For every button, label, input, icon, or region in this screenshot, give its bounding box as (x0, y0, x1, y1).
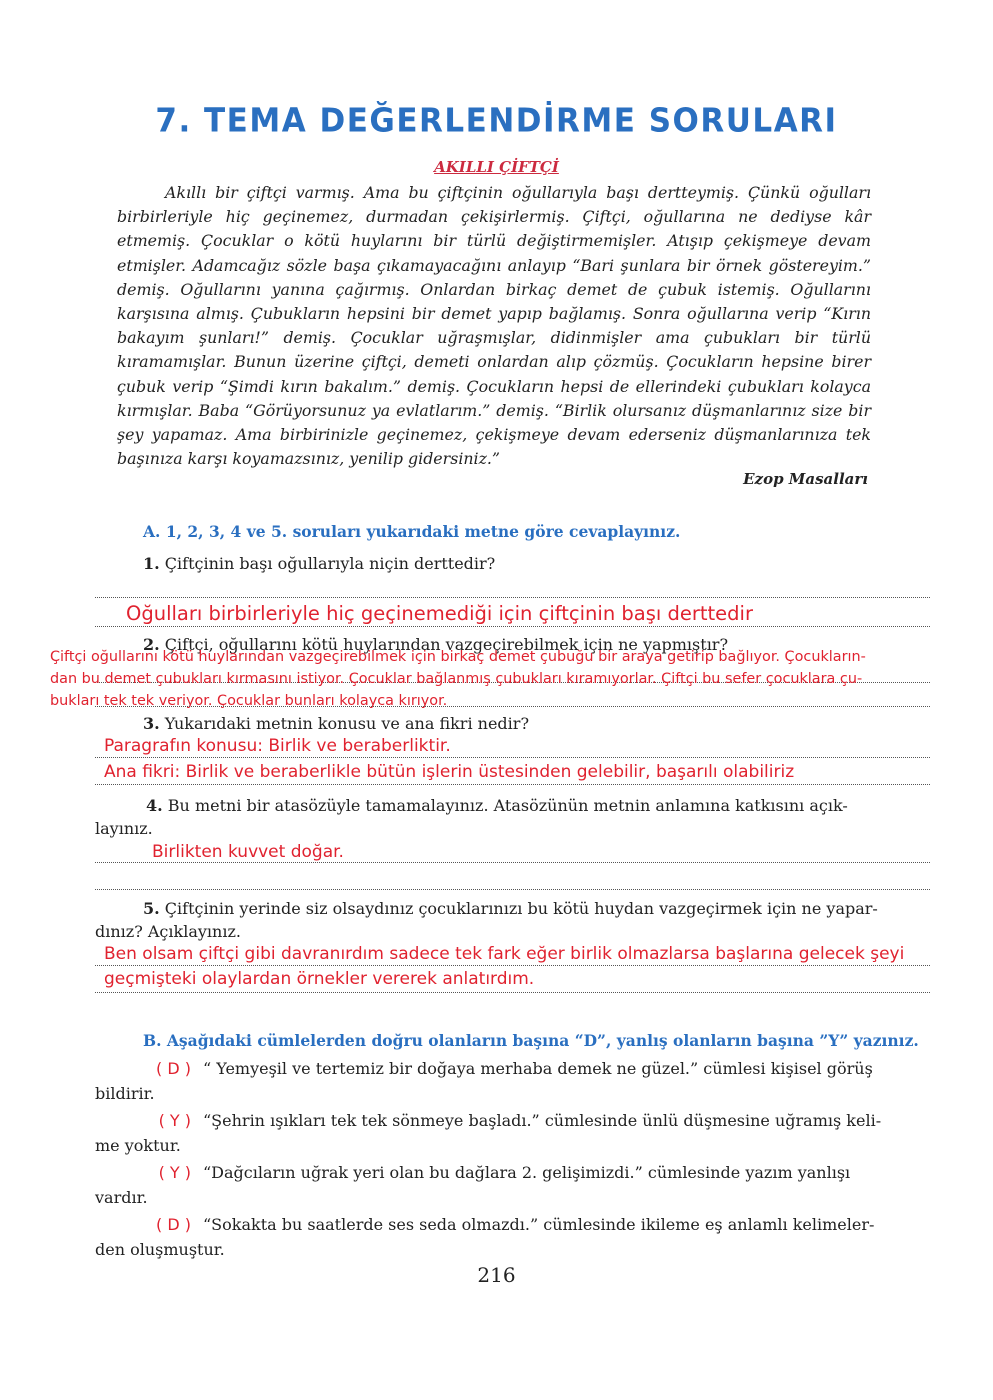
answer-4: Birlikten kuvvet doğar. (152, 842, 344, 862)
question-1-number: 1. (143, 554, 160, 573)
statement-1-text: “ Yemyeşil ve tertemiz bir doğaya merhaba demek ne güzel.” cümlesi kişisel görüş (203, 1059, 873, 1078)
answer-3-line-1: Paragrafın konusu: Birlik ve beraberliktir. (104, 736, 451, 756)
story-text (117, 181, 871, 471)
question-5-number: 5. (143, 899, 160, 918)
question-3-number: 3. (143, 714, 160, 733)
answer-2-line-1: Çiftçi oğullarını kötü huylarından vazgeçirebilmek için birkaç demet çubuğu bir araya getirip bağlıyor. Çocukların- (50, 649, 866, 665)
statement-2-text: “Şehrin ışıkları tek tek sönmeye başladı.” cümlesinde ünlü düşmesine uğramış keli- (203, 1111, 882, 1130)
question-5-text: Çiftçinin yerinde siz olsaydınız çocuklarınızı bu kötü huydan vazgeçirmek için ne yapar- (164, 899, 878, 918)
statement-2-mark: ( Y ) (158, 1111, 191, 1130)
statement-3-mark: ( Y ) (158, 1163, 191, 1182)
question-5-continued: dınız? Açıklayınız. (95, 922, 241, 941)
question-3-text: Yukarıdaki metnin konusu ve ana fikri nedir? (164, 714, 530, 733)
section-a-heading: A. 1, 2, 3, 4 ve 5. soruları yukarıdaki metne göre cevaplayınız. (143, 522, 681, 541)
statement-3-text: “Dağcıların uğrak yeri olan bu dağlara 2. gelişimizdi.” cümlesinde yazım yanlışı (203, 1163, 851, 1182)
answer-3-line-2: Ana fikri: Birlik ve beraberlikle bütün işlerin üstesinden gelebilir, başarılı olabiliriz (104, 762, 795, 782)
section-b-heading: B. Aşağıdaki cümlelerden doğru olanların başına “D”, yanlış olanların başına ”Y” yazınız. (143, 1031, 919, 1050)
statement-3-continued: vardır. (95, 1188, 148, 1207)
story-paragraph: Akıllı bir çiftçi varmış. Ama bu çiftçinin oğullarıyla başı dertteymiş. Çünkü oğulları birbirleriyle hiç geçinemez, durmadan çekişirlermiş. Çiftçi, oğullarına ne dediyse kâr etmemiş. Çocuklar o kötü huylarını bir türlü değiştirmemişler. Atışıp çekişmeye devam etmişler. Adamcağız sözle başa çıkamayacağını anlayıp “Bari şunlara bir örnek göstereyim.” demiş. Oğullarını yanına çağırmış. Onlardan birkaç demet de çubuk istemiş. Oğullarını karşısına almış. Çubukların hepsini bir demet yapıp bağlamış. Sonra oğullarına verip “Kırın bakayım şunları!” demiş. Çocuklar uğraşmışlar, didinmişler ama çubukları bir türlü kıramamışlar. Bunun üzerine çiftçi, demeti onlardan alıp çözmüş. Çocukların hepsine birer çubuk verip “Şimdi kırın bakalım.” demiş. Çocukların hepsi de ellerindeki çubukları kolayca kırmışlar. Baba “Görüyorsunuz ya evlatlarım.” demiş. “Birlik olursanız düşmanlarınız size bir şey yapamaz. Ama birbirinizle geçinemez, çekişmeye devam ederseniz düşmanlarınıza tek başınıza karşı koyamazsınız, yenilip gidersiniz.” (117, 183, 871, 469)
question-4-number: 4. (146, 796, 163, 815)
question-2-text: Çiftçi, oğullarını kötü huylarından vazgeçirebilmek için ne yapmıştır? (164, 635, 729, 654)
answer-line (95, 757, 930, 758)
statement-4-text: “Sokakta bu saatlerde ses seda olmazdı.” cümlesinde ikileme eş anlamlı kelimeler- (203, 1215, 875, 1234)
question-3 (143, 711, 529, 736)
answer-line (95, 889, 930, 890)
question-2-number: 2. (143, 635, 160, 654)
story-source: Ezop Masalları (743, 470, 868, 488)
answer-line (95, 784, 930, 785)
statement-4-mark: ( D ) (156, 1215, 191, 1234)
question-1 (143, 551, 495, 576)
answer-line (95, 626, 930, 627)
page-number: 216 (477, 1263, 516, 1287)
statement-2-continued: me yoktur. (95, 1136, 181, 1155)
answer-2-line-3: bukları tek tek veriyor. Çocuklar bunları kolayca kırıyor. (50, 693, 448, 709)
statement-4 (95, 1212, 905, 1262)
question-4 (146, 793, 848, 818)
answer-5-line-1: Ben olsam çiftçi gibi davranırdım sadece tek fark eğer birlik olmazlarsa başlarına gelecek şeyi (104, 944, 905, 964)
story-title: AKILLI ÇİFTÇİ (434, 158, 559, 176)
statement-1-mark: ( D ) (156, 1059, 191, 1078)
question-1-text: Çiftçinin başı oğullarıyla niçin derttedir? (164, 554, 496, 573)
answer-line (95, 862, 930, 863)
answer-line (95, 965, 930, 966)
answer-line (95, 706, 930, 707)
answer-2-line-2: dan bu demet çubukları kırmasını istiyor. Çocuklar bağlanmış çubukları kıramıyorlar. Çiftçi bu sefer çocuklara çu- (50, 671, 863, 687)
answer-5-line-2: geçmişteki olaylardan örnekler vererek anlatırdım. (104, 969, 535, 989)
question-4-continued: layınız. (95, 819, 153, 838)
statement-1 (95, 1056, 905, 1106)
answer-line (95, 992, 930, 993)
answer-line (95, 597, 930, 598)
statement-3 (95, 1160, 905, 1210)
page-title: 7. TEMA DEĞERLENDİRME SORULARI (155, 102, 838, 140)
question-4-text: Bu metni bir atasözüyle tamamalayınız. Atasözünün metnin anlamına katkısını açık- (167, 796, 848, 815)
statement-4-continued: den oluşmuştur. (95, 1240, 225, 1259)
answer-1: Oğulları birbirleriyle hiç geçinemediği için çiftçinin başı derttedir (126, 602, 753, 625)
question-5 (143, 896, 878, 921)
statement-1-continued: bildirir. (95, 1084, 155, 1103)
statement-2 (95, 1108, 905, 1158)
